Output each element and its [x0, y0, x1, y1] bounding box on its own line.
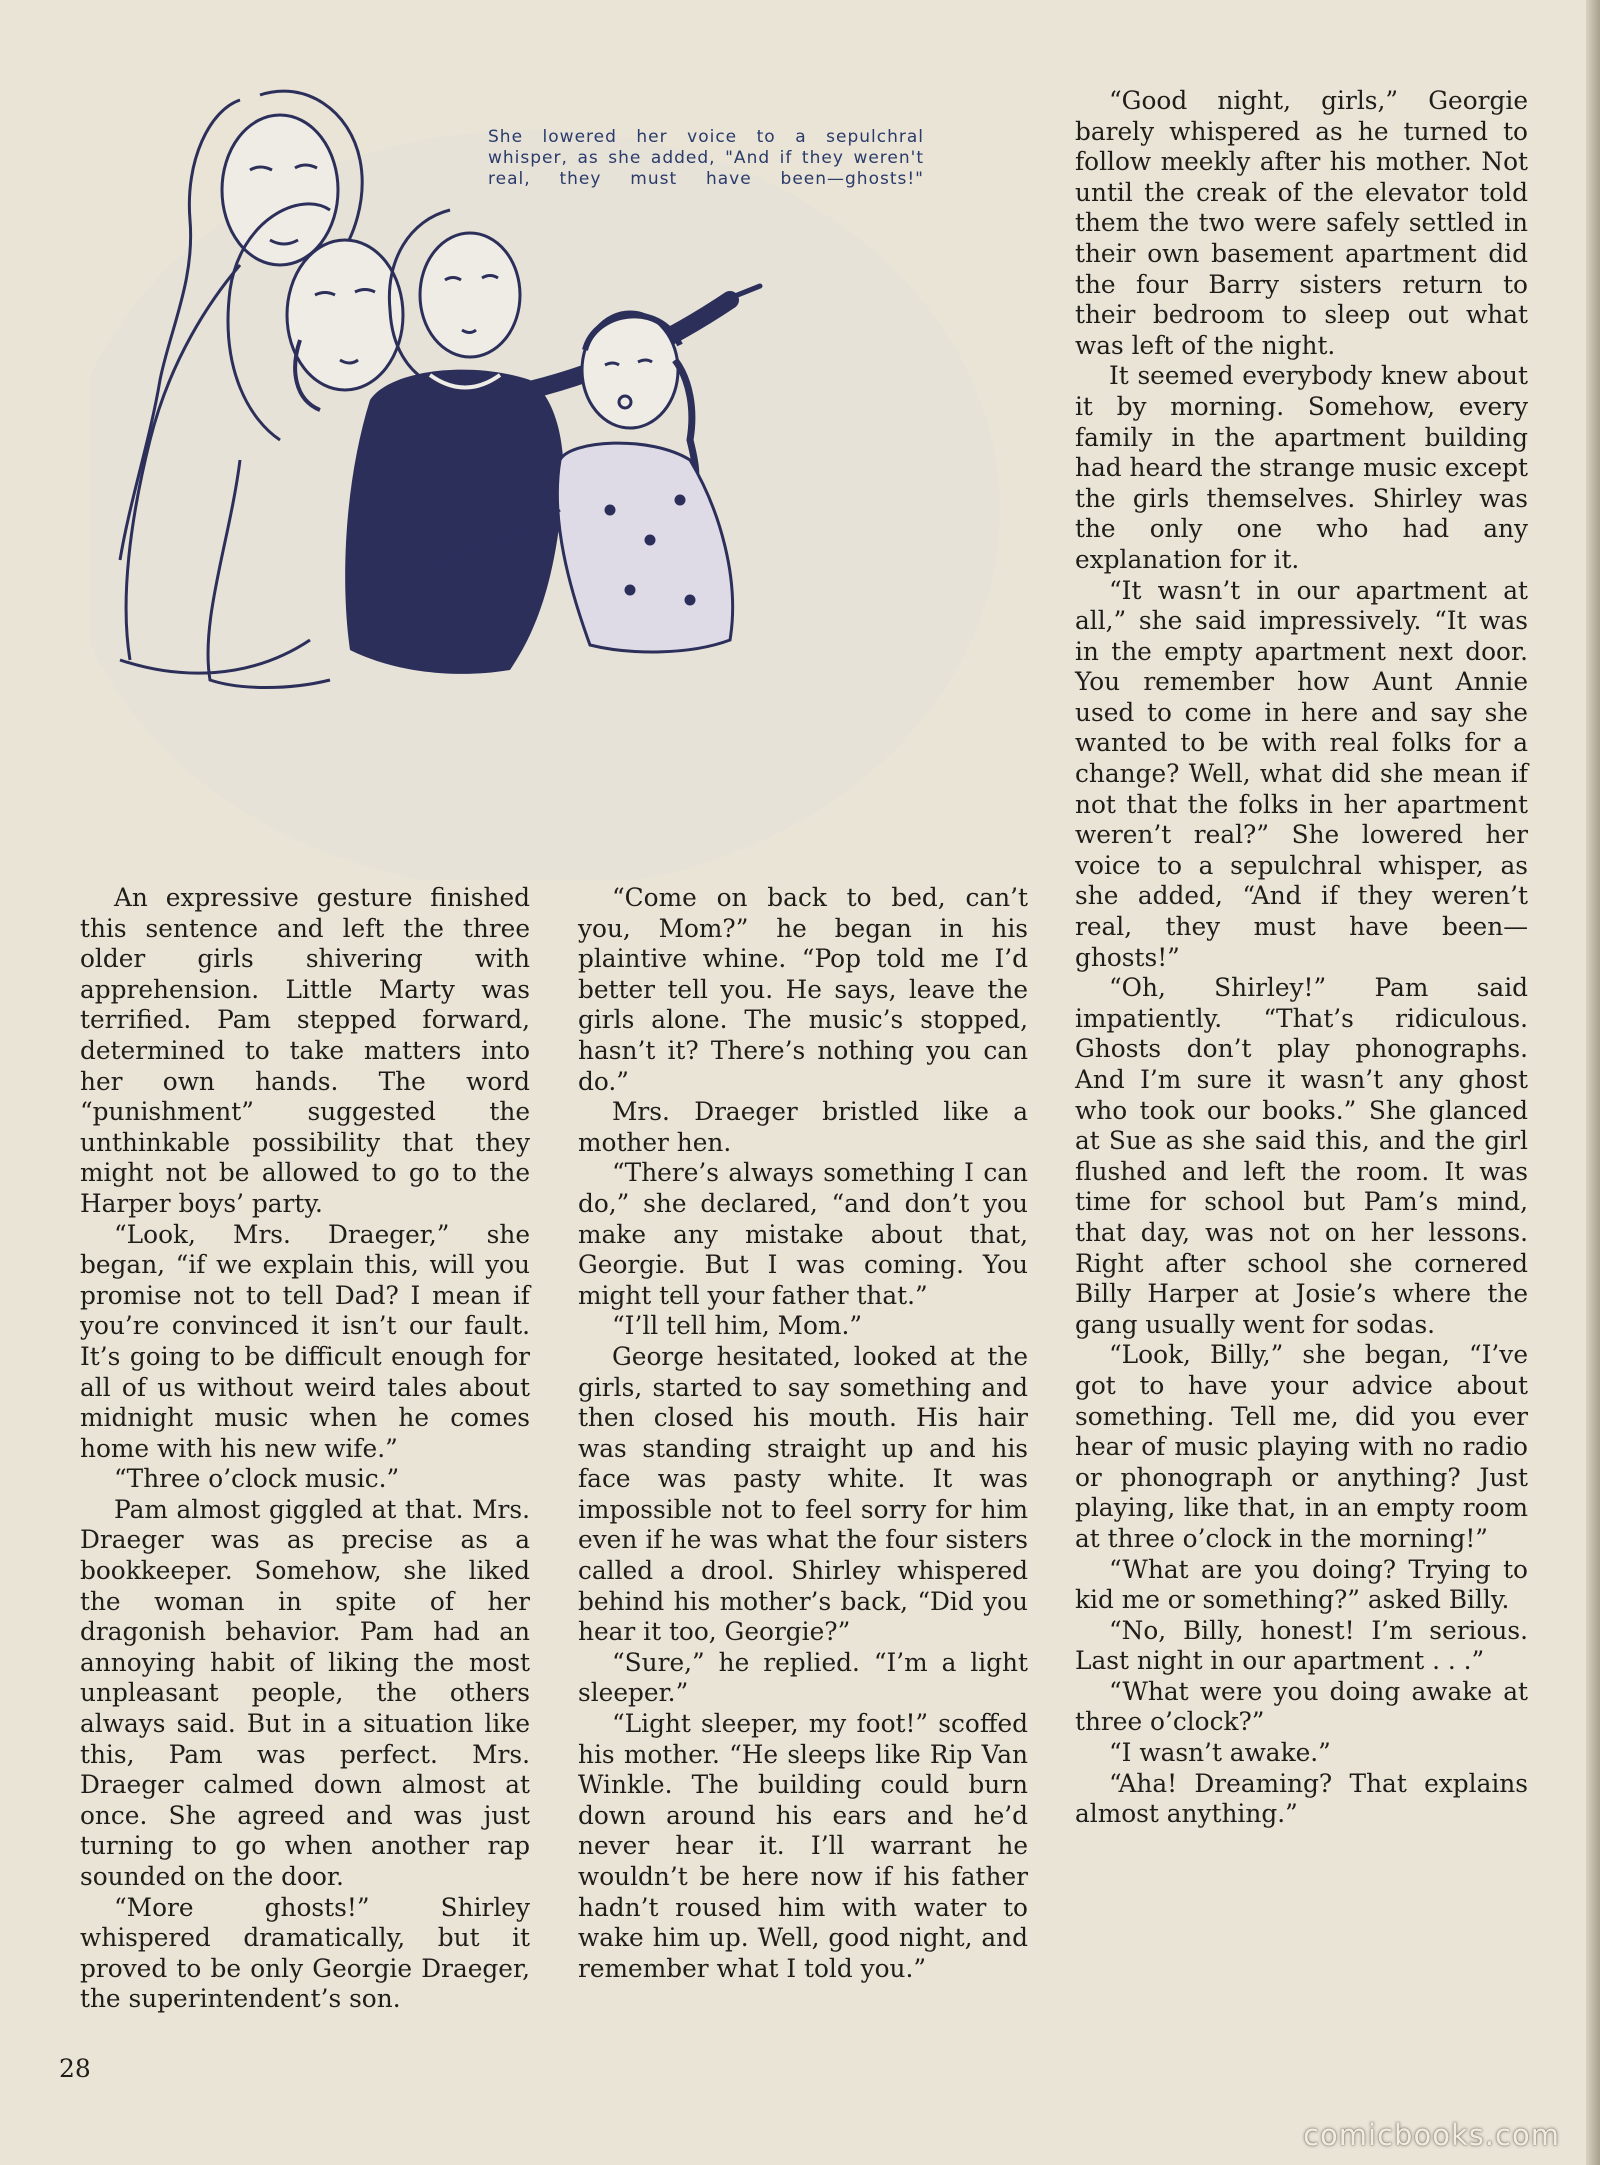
text-column-right	[1075, 86, 1528, 1830]
paragraph: “Come on back to bed, can’t you, Mom?” he began in his plaintive whine. “Pop told me I’d better tell you. He says, leave the girls alone. The music’s stopped, hasn’t it? There’s nothing you can do.”	[578, 883, 1028, 1096]
paragraph: “More ghosts!” Shirley whispered dramatically, but it proved to be only Georgie Draeger, the superintendent’s son.	[80, 1892, 530, 2014]
paragraph: “There’s always something I can do,” she declared, “and don’t you make any mistake about that, Georgie. But I was coming. You might tell your father that.”	[578, 1158, 1028, 1310]
paragraph: “Oh, Shirley!” Pam said impatiently. “That’s ridiculous. Ghosts don’t play phonographs. And I’m sure it wasn’t any ghost who took our books.” She glanced at Sue as she said this, and the girl flushed and left the room. It was time for school but Pam’s mind, that day, was not on her lessons. Right after school she cornered Billy Harper at Josie’s where the gang usually went for sodas.	[1075, 973, 1528, 1339]
paragraph: “What were you doing awake at three o’clock?”	[1075, 1676, 1528, 1737]
paragraph: “I’ll tell him, Mom.”	[612, 1311, 863, 1341]
paragraph: “Three o’clock music.”	[114, 1464, 400, 1494]
watermark: comicbooks.com	[1303, 2118, 1560, 2152]
paragraph: “I wasn’t awake.”	[1109, 1738, 1331, 1768]
text-column-left	[80, 883, 530, 2015]
paragraph: It seemed everybody knew about it by morning. Somehow, every family in the apartment building had heard the strange music except the girls themselves. Shirley was the only one who had any explanation for it.	[1075, 361, 1528, 574]
paragraph: “Good night, girls,” Georgie barely whispered as he turned to follow meekly after his mother. Not until the creak of the elevator told them the two were safely settled in their own basement apartment did the four Barry sisters return to their bedroom to sleep out what was left of the night.	[1075, 86, 1528, 360]
paragraph: “Aha! Dreaming? That explains almost anything.”	[1075, 1768, 1528, 1829]
paragraph: “What are you doing? Trying to kid me or something?” asked Billy.	[1075, 1554, 1528, 1615]
paragraph: “Look, Mrs. Draeger,” she began, “if we explain this, will you promise not to tell Dad? I mean if you’re convinced it isn’t our fault. It’s going to be difficult enough for all of us without weird tales about midnight music when he comes home with his new wife.”	[80, 1219, 530, 1463]
paragraph: “Light sleeper, my foot!” scoffed his mother. “He sleeps like Rip Van Winkle. The building could burn down around his ears and he’d never hear it. I’ll warrant he wouldn’t be here now if his father hadn’t roused him with water to wake him up. Well, good night, and remember what I told you.”	[578, 1709, 1028, 1983]
paragraph: An expressive gesture finished this sentence and left the three older girls shivering with apprehension. Little Marty was terrified. Pam stepped forward, determined to take matters into her own hands. The word “punishment” suggested the unthinkable possibility that they might not be allowed to go to the Harper boys’ party.	[80, 883, 530, 1218]
paragraph: “Sure,” he replied. “I’m a light sleeper.”	[578, 1647, 1028, 1708]
paragraph: “It wasn’t in our apartment at all,” she said impressively. “It was in the empty apartment next door. You remember how Aunt Annie used to come in here and say she wanted to be with real folks for a change? Well, what did she mean if not that the folks in her apartment weren’t real?” She lowered her voice to a sepulchral whisper, as she added, “And if they weren’t real, they must have been—ghosts!”	[1075, 575, 1528, 972]
text-column-middle	[578, 883, 1028, 1984]
page-number: 28	[59, 2054, 91, 2083]
paragraph: George hesitated, looked at the girls, started to say something and then closed his mouth. His hair was standing straight up and his face was pasty white. It was impossible not to feel sorry for him even if he was what the four sisters called a drool. Shirley whispered behind his mother’s back, “Did you hear it too, Georgie?”	[578, 1341, 1028, 1647]
page-edge	[1586, 0, 1600, 2165]
paragraph: Pam almost giggled at that. Mrs. Draeger was as precise as a bookkeeper. Somehow, she liked the woman in spite of her dragonish behavior. Pam had an annoying habit of liking the most unpleasant people, the others always said. But in a situation like this, Pam was perfect. Mrs. Draeger calmed down almost at once. She agreed and was just turning to go when another rap sounded on the door.	[80, 1494, 530, 1891]
paragraph: Mrs. Draeger bristled like a mother hen.	[578, 1097, 1028, 1157]
illustration-caption: She lowered her voice to a sepulchral whisper, as she added, "And if they weren't real, they must have been—ghosts!"	[488, 127, 924, 189]
paragraph: “Look, Billy,” she began, “I’ve got to have your advice about something. Tell me, did you ever hear of music playing with no radio or phonograph or anything? Just playing, like that, in an empty room at three o’clock in the morning!”	[1075, 1340, 1528, 1553]
paragraph: “No, Billy, honest! I’m serious. Last night in our apartment . . .”	[1075, 1615, 1528, 1676]
